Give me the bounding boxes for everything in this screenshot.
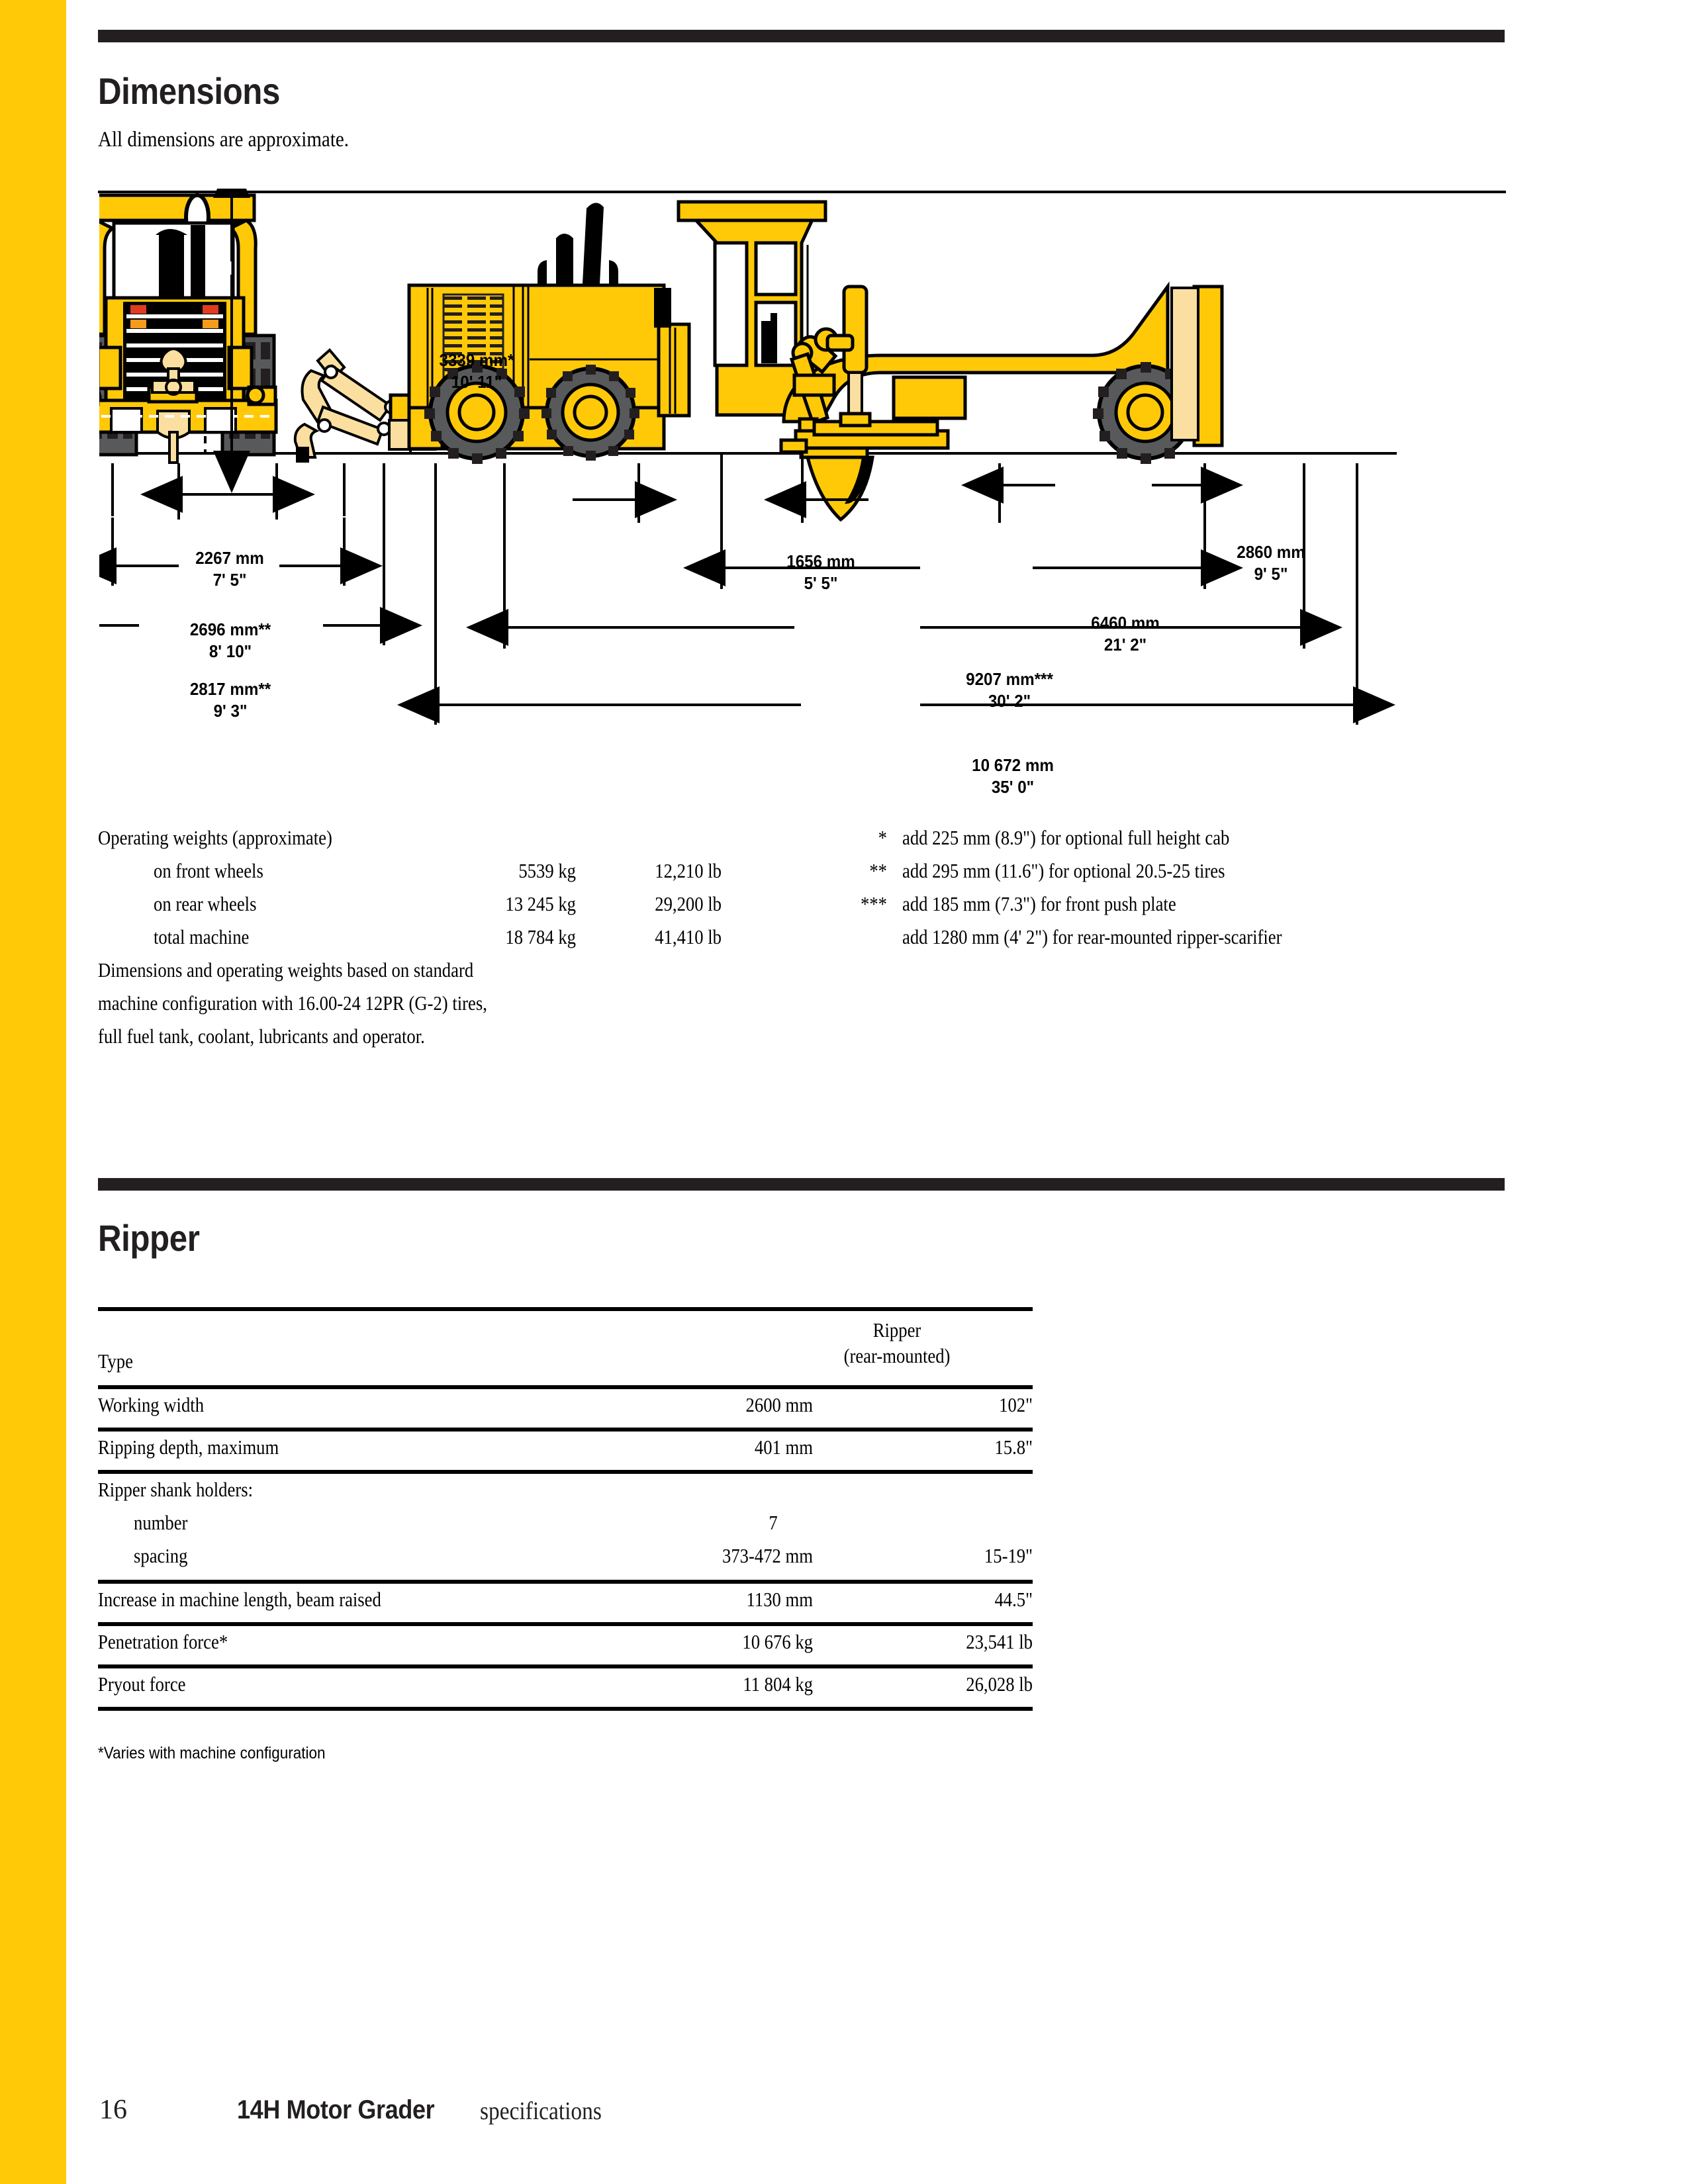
weights-basis-line-0: Dimensions and operating weights based on standard — [98, 958, 474, 981]
callout-front-tread — [162, 547, 298, 592]
table-column-header-ripper — [803, 1318, 991, 1369]
weights-row-0-imperial: 12,210 lb — [655, 859, 722, 882]
weights-row-2-metric: 18 784 kg — [505, 925, 576, 948]
callout-front-axle-mm: 1656 mm — [786, 551, 855, 571]
table-row-7-label: Pryout force — [98, 1672, 186, 1696]
weights-row-1-label: on rear wheels — [154, 892, 257, 915]
table-rule-1 — [98, 1470, 1033, 1474]
ripper-table-footnote: *Varies with machine configuration — [98, 1744, 326, 1762]
front-elevation-view — [99, 195, 276, 463]
weights-row-0-label: on front wheels — [154, 859, 263, 882]
weights-heading: Operating weights (approximate) — [98, 826, 332, 849]
table-row-5-imperial: 44.5" — [994, 1588, 1033, 1611]
table-rule-bottom — [98, 1707, 1033, 1711]
table-row-3-center: 7 — [769, 1511, 778, 1534]
callout-tandem-mm: 2860 mm — [1237, 542, 1305, 562]
callout-overall-width-mm: 2817 mm** — [189, 679, 271, 699]
table-row-5-metric: 1130 mm — [746, 1588, 813, 1611]
callout-wheelbase-mm: 6460 mm — [1091, 613, 1160, 633]
table-row-7-metric: 11 804 kg — [743, 1672, 813, 1696]
table-row-1-metric: 401 mm — [754, 1435, 813, 1459]
table-column-header-line2: (rear-mounted) — [843, 1343, 951, 1367]
callout-length-front-mm: 9207 mm*** — [966, 669, 1053, 689]
footer-product-name: 14H Motor Grader — [237, 2095, 435, 2124]
table-row-4-label: spacing — [134, 1544, 188, 1567]
callout-height-mm: 3339 mm* — [439, 350, 514, 370]
dimensions-section-rule — [98, 30, 1505, 42]
callout-height-ft: 10' 11" — [451, 372, 502, 392]
callout-length-front — [926, 668, 1092, 713]
callout-overall-width — [154, 678, 308, 723]
footnote-2-marker: *** — [861, 892, 887, 915]
callout-overall-width-ft: 9' 3" — [213, 701, 248, 721]
page-number: 16 — [99, 2095, 127, 2125]
table-row-6-label: Penetration force* — [98, 1630, 228, 1653]
callout-width-tires-mm: 2696 mm** — [189, 619, 271, 639]
weights-row-1-metric: 13 245 kg — [505, 892, 576, 915]
weights-row-2-imperial: 41,410 lb — [655, 925, 722, 948]
callout-wheelbase — [1055, 612, 1196, 657]
weights-row-1-imperial: 29,200 lb — [655, 892, 722, 915]
callout-height — [409, 349, 545, 394]
table-rule-header — [98, 1385, 1033, 1389]
callout-front-tread-mm: 2267 mm — [195, 548, 264, 568]
callout-front-axle — [750, 551, 892, 595]
weights-row-2-label: total machine — [154, 925, 250, 948]
table-row-label-header: Type — [98, 1349, 133, 1373]
table-row-4-metric: 373-472 mm — [722, 1544, 813, 1567]
ripper-section-title: Ripper — [98, 1217, 200, 1259]
table-row-6-imperial: 23,541 lb — [966, 1630, 1033, 1653]
callout-tandem-ft: 9' 5" — [1254, 564, 1288, 584]
footnote-1-marker: ** — [869, 859, 887, 882]
left-brand-stripe — [0, 0, 66, 2184]
weights-row-0-metric: 5539 kg — [518, 859, 576, 882]
table-row-0-label: Working width — [98, 1393, 205, 1416]
table-rule-top — [98, 1307, 1033, 1311]
dimensions-section-title: Dimensions — [98, 70, 280, 112]
callout-width-tires — [154, 619, 308, 663]
table-rule-4 — [98, 1664, 1033, 1668]
callout-overall-length — [929, 754, 1096, 799]
dimensions-section-subtitle: All dimensions are approximate. — [98, 128, 350, 152]
table-row-4-imperial: 15-19" — [984, 1544, 1033, 1567]
ripper-section-rule — [98, 1178, 1505, 1191]
footnote-3-text: add 1280 mm (4' 2") for rear-mounted ripper-scarifier — [902, 925, 1282, 948]
table-row-2-label: Ripper shank holders: — [98, 1478, 253, 1501]
callout-front-tread-ft: 7' 5" — [212, 570, 247, 590]
table-row-3-label: number — [134, 1511, 188, 1534]
footnote-2-text: add 185 mm (7.3") for front push plate — [902, 892, 1176, 915]
callout-overall-length-ft: 35' 0" — [991, 777, 1035, 797]
table-row-5-label: Increase in machine length, beam raised — [98, 1588, 381, 1611]
table-rule-2 — [98, 1580, 1033, 1584]
table-rule-3 — [98, 1622, 1033, 1626]
weights-basis-line-1: machine configuration with 16.00-24 12PR (G-2) tires, — [98, 991, 487, 1015]
table-column-header-line1: Ripper — [872, 1318, 921, 1342]
callout-overall-length-mm: 10 672 mm — [972, 755, 1054, 775]
callout-tandem — [1200, 541, 1342, 586]
table-row-1-label: Ripping depth, maximum — [98, 1435, 279, 1459]
callout-length-front-ft: 30' 2" — [988, 691, 1031, 711]
footer-doc-type: specifications — [480, 2097, 602, 2125]
table-row-0-metric: 2600 mm — [745, 1393, 813, 1416]
callout-wheelbase-ft: 21' 2" — [1103, 635, 1147, 655]
callout-front-axle-ft: 5' 5" — [804, 573, 838, 594]
table-row-0-imperial: 102" — [999, 1393, 1033, 1416]
callout-width-tires-ft: 8' 10" — [209, 641, 252, 662]
footnote-0-text: add 225 mm (8.9") for optional full height cab — [902, 826, 1230, 849]
table-row-6-metric: 10 676 kg — [742, 1630, 813, 1653]
table-row-1-imperial: 15.8" — [994, 1435, 1033, 1459]
weights-basis-line-2: full fuel tank, coolant, lubricants and operator. — [98, 1024, 425, 1048]
table-row-7-imperial: 26,028 lb — [966, 1672, 1033, 1696]
footnote-0-marker: * — [878, 826, 887, 849]
table-rule-0 — [98, 1428, 1033, 1432]
footnote-1-text: add 295 mm (11.6") for optional 20.5-25 tires — [902, 859, 1225, 882]
